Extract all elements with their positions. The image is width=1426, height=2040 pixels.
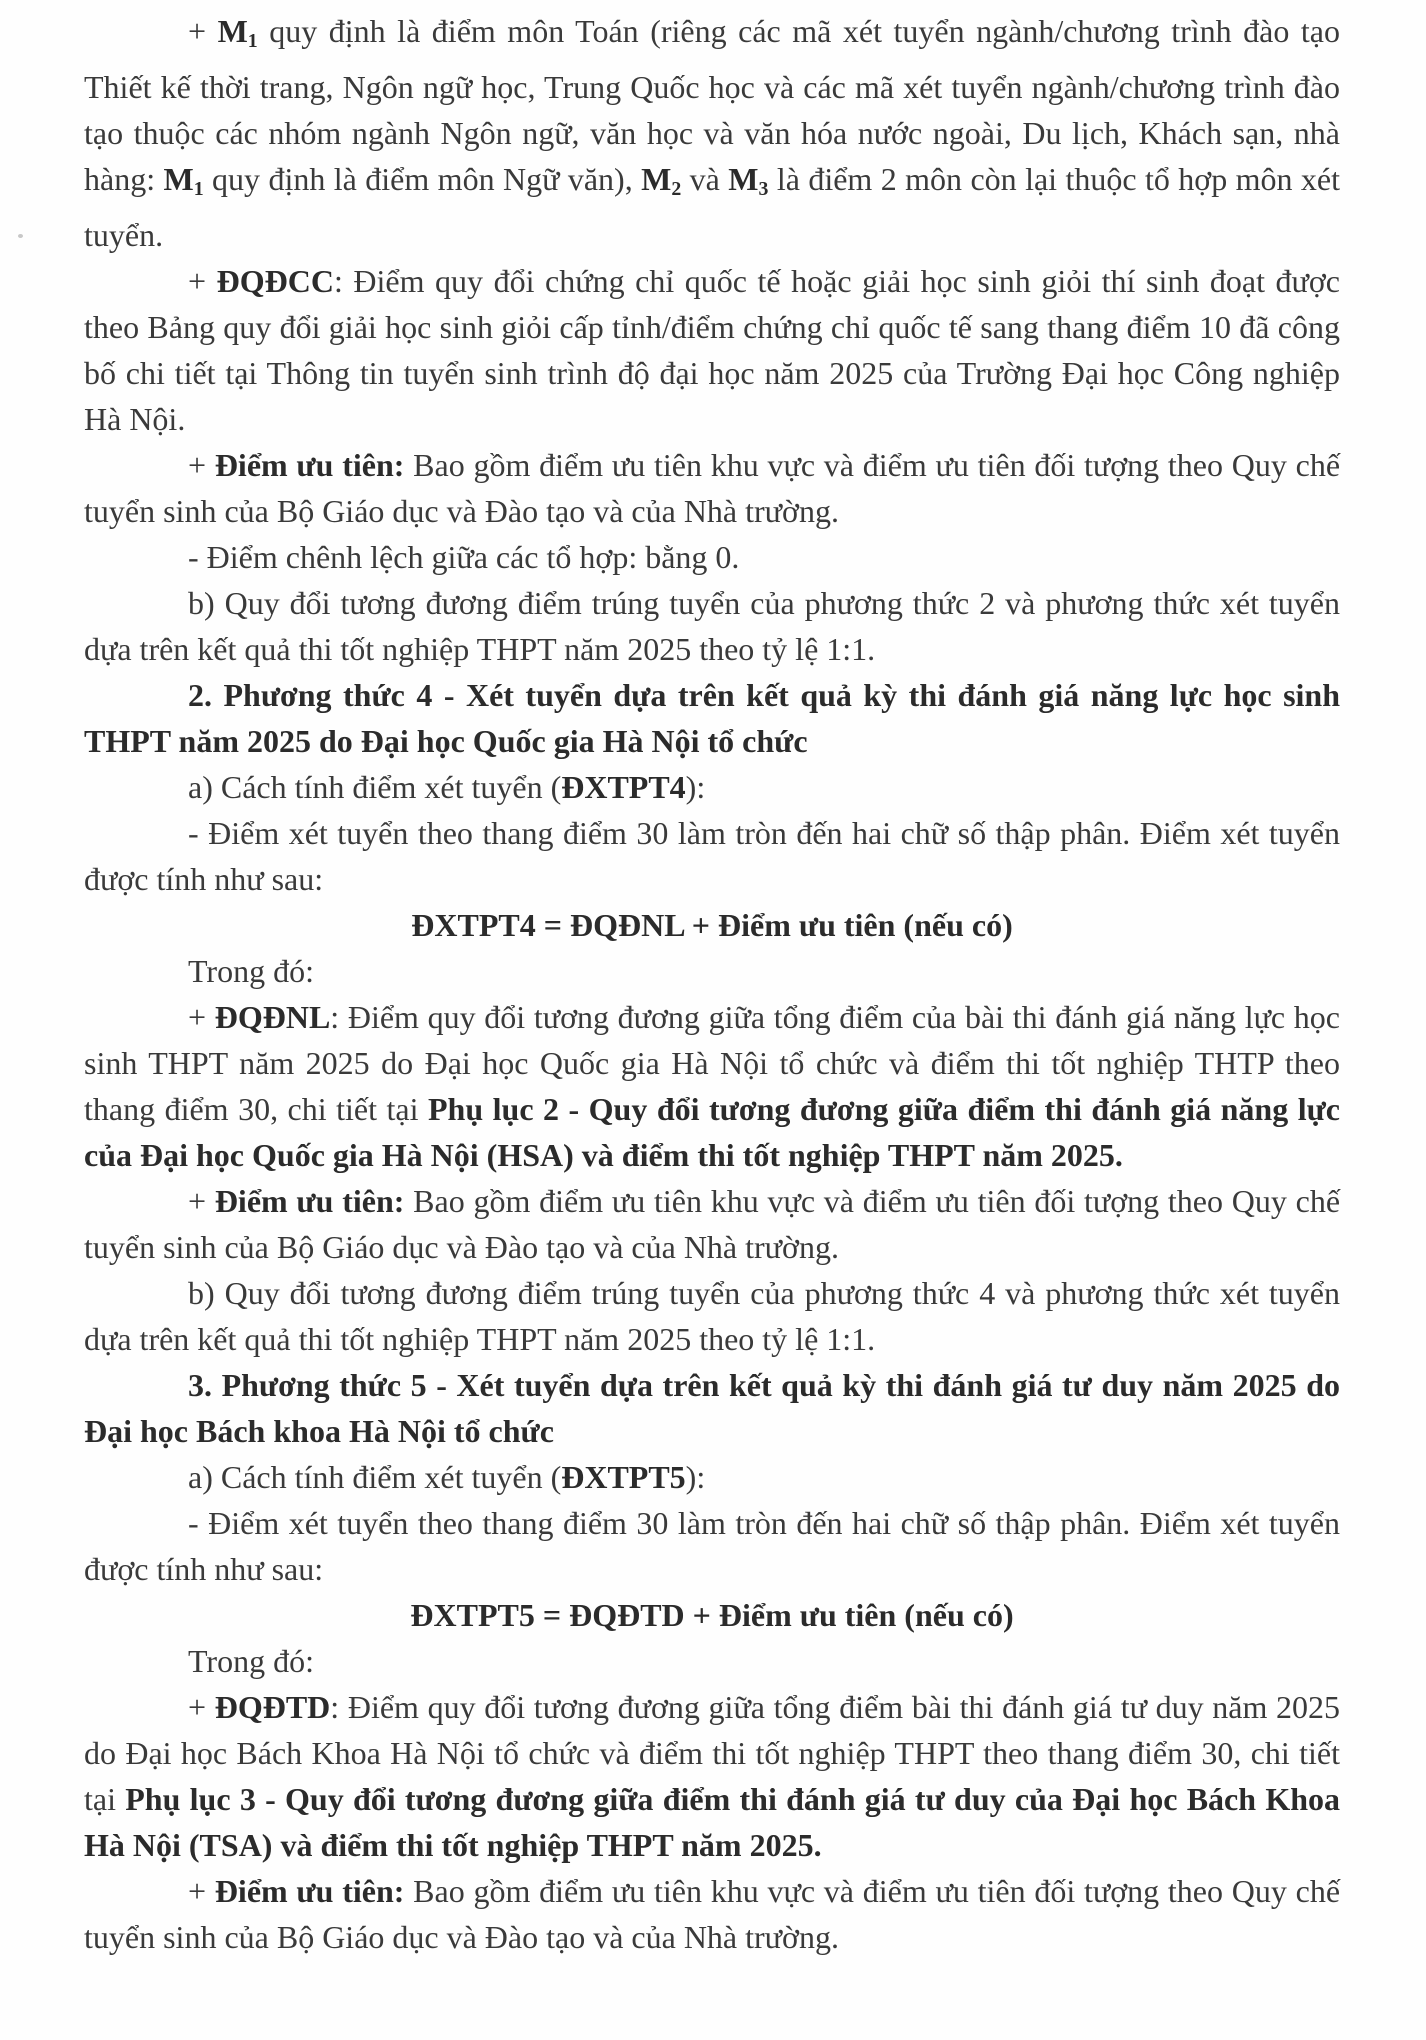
- text-run: b) Quy đổi tương đương điểm trúng tuyển của phương thức 4 và phương thức xét tuyển dựa trên kết quả thi tốt nghiệp THPT năm 2025 theo tỷ lệ 1:1.: [84, 1274, 1340, 1357]
- text-run: +: [188, 1688, 215, 1725]
- text-run: 3. Phương thức 5 - Xét tuyển dựa trên kết quả kỳ thi đánh giá tư duy năm 2025 do Đại học Bách khoa Hà Nội tổ chức: [84, 1366, 1340, 1449]
- subscript: 3: [758, 177, 769, 200]
- formula-line: [84, 902, 1340, 948]
- paragraph: [84, 764, 1340, 810]
- bold-text-run: Phụ lục 2 - Quy đổi tương đương giữa điểm thi đánh giá năng lực của Đại học Quốc gia Hà Nội (HSA) và điểm thi tốt nghiệp THPT năm 2025.: [84, 1090, 1341, 1173]
- paragraph: [84, 8, 1340, 258]
- paragraph: [84, 442, 1340, 534]
- bold-text-run: ĐQĐCC: [216, 262, 334, 299]
- paragraph: [84, 1500, 1340, 1592]
- bold-text-run: ĐXTPT5 = ĐQĐTD + Điểm ưu tiên (nếu có): [410, 1596, 1014, 1633]
- paragraph: [84, 1684, 1340, 1868]
- text-run: Bao gồm điểm ưu tiên khu vực và điểm ưu tiên đối tượng theo Quy chế tuyển sinh của Bộ Giáo dục và Đào tạo và của Nhà trường.: [84, 1182, 1341, 1265]
- text-run: +: [188, 998, 215, 1035]
- paragraph: [84, 1454, 1340, 1500]
- paragraph: [84, 258, 1340, 442]
- text-run: : Điểm quy đổi tương đương giữa tổng điểm của bài thi đánh giá năng lực học sinh THPT năm 2025 do Đại học Quốc gia Hà Nội tổ chức và điểm thi tốt nghiệp THTP theo thang điểm 30, chi tiết tại: [84, 998, 1341, 1127]
- subscript: 2: [671, 177, 682, 200]
- bold-text-run: M: [163, 160, 194, 197]
- paragraph: [84, 1178, 1340, 1270]
- paragraph: [84, 994, 1340, 1178]
- text-run: Bao gồm điểm ưu tiên khu vực và điểm ưu tiên đối tượng theo Quy chế tuyển sinh của Bộ Giáo dục và Đào tạo và của Nhà trường.: [84, 1872, 1341, 1955]
- subscript: 1: [193, 177, 204, 200]
- text-run: : Điểm quy đổi tương đương giữa tổng điểm bài thi đánh giá tư duy năm 2025 do Đại học Bách Khoa Hà Nội tổ chức và điểm thi tốt nghiệp THPT theo thang điểm 30, chi tiết tại: [84, 1688, 1341, 1817]
- bold-text-run: ĐXTPT4 = ĐQĐNL + Điểm ưu tiên (nếu có): [411, 906, 1013, 943]
- paragraph: [84, 948, 1340, 994]
- bold-text-run: Điểm ưu tiên:: [214, 1872, 405, 1909]
- formula-line: [84, 1592, 1340, 1638]
- text-run: +: [188, 1872, 215, 1909]
- text-run: quy định là điểm môn Ngữ văn),: [203, 160, 642, 197]
- text-run: +: [188, 446, 215, 483]
- text-run: +: [188, 262, 217, 299]
- subscript: 1: [247, 29, 258, 52]
- paragraph: [84, 580, 1340, 672]
- text-run: : Điểm quy đổi chứng chỉ quốc tế hoặc giải học sinh giỏi thí sinh đoạt được theo Bảng quy đổi giải học sinh giỏi cấp tỉnh/điểm chứng chỉ quốc tế sang thang điểm 10 đã công bố chi tiết tại Thông tin tuyển sinh trình độ đại học năm 2025 của Trường Đại học Công nghiệp Hà Nội.: [84, 262, 1341, 437]
- text-run: a) Cách tính điểm xét tuyển (: [188, 768, 562, 805]
- text-run: là điểm 2 môn còn lại thuộc tổ hợp môn xét tuyển.: [84, 160, 1341, 253]
- text-run: ):: [685, 768, 706, 805]
- bold-text-run: M: [728, 160, 759, 197]
- text-run: 2. Phương thức 4 - Xét tuyển dựa trên kết quả kỳ thi đánh giá năng lực học sinh THPT năm 2025 do Đại học Quốc gia Hà Nội tổ chức: [84, 676, 1340, 759]
- paragraph: [84, 1638, 1340, 1684]
- bold-text-run: ĐQĐNL: [214, 998, 331, 1035]
- text-run: - Điểm xét tuyển theo thang điểm 30 làm tròn đến hai chữ số thập phân. Điểm xét tuyển được tính như sau:: [84, 1504, 1340, 1587]
- text-run: Bao gồm điểm ưu tiên khu vực và điểm ưu tiên đối tượng theo Quy chế tuyển sinh của Bộ Giáo dục và Đào tạo và của Nhà trường.: [84, 446, 1341, 529]
- bold-text-run: Điểm ưu tiên:: [214, 1182, 405, 1219]
- text-run: +: [188, 13, 218, 49]
- section-heading: [84, 672, 1340, 764]
- bold-text-run: ĐXTPT5: [561, 1458, 686, 1495]
- scan-speck: [18, 234, 23, 238]
- paragraph: [84, 1270, 1340, 1362]
- paragraph: [84, 1868, 1340, 1960]
- text-run: Trong đó:: [188, 952, 314, 989]
- paragraph: [84, 534, 1340, 580]
- section-heading: [84, 1362, 1340, 1454]
- text-run: quy định là điểm môn Toán (riêng các mã xét tuyển ngành/chương trình đào tạo Thiết kế thời trang, Ngôn ngữ học, Trung Quốc học và các mã xét tuyển ngành/chương trình đào tạo thuộc các nhóm ngành Ngôn ngữ, văn học và văn hóa nước ngoài, Du lịch, Khách sạn, nhà hàng:: [84, 13, 1341, 197]
- text-run: và: [681, 160, 729, 197]
- bold-text-run: ĐQĐTD: [214, 1688, 331, 1725]
- text-run: Trong đó:: [188, 1642, 314, 1679]
- bold-text-run: Điểm ưu tiên:: [214, 446, 405, 483]
- text-run: a) Cách tính điểm xét tuyển (: [188, 1458, 562, 1495]
- paragraph: [84, 810, 1340, 902]
- bold-text-run: ĐXTPT4: [561, 768, 686, 805]
- text-run: +: [188, 1182, 215, 1219]
- bold-text-run: M: [217, 13, 248, 49]
- bold-text-run: M: [641, 160, 672, 197]
- text-run: - Điểm xét tuyển theo thang điểm 30 làm tròn đến hai chữ số thập phân. Điểm xét tuyển được tính như sau:: [84, 814, 1340, 897]
- text-run: ):: [685, 1458, 706, 1495]
- text-run: - Điểm chênh lệch giữa các tổ hợp: bằng 0.: [188, 538, 740, 575]
- bold-text-run: Phụ lục 3 - Quy đổi tương đương giữa điểm thi đánh giá tư duy của Đại học Bách Khoa Hà Nội (TSA) và điểm thi tốt nghiệp THPT năm 2025.: [84, 1780, 1340, 1863]
- text-run: b) Quy đổi tương đương điểm trúng tuyển của phương thức 2 và phương thức xét tuyển dựa trên kết quả thi tốt nghiệp THPT năm 2025 theo tỷ lệ 1:1.: [84, 584, 1340, 667]
